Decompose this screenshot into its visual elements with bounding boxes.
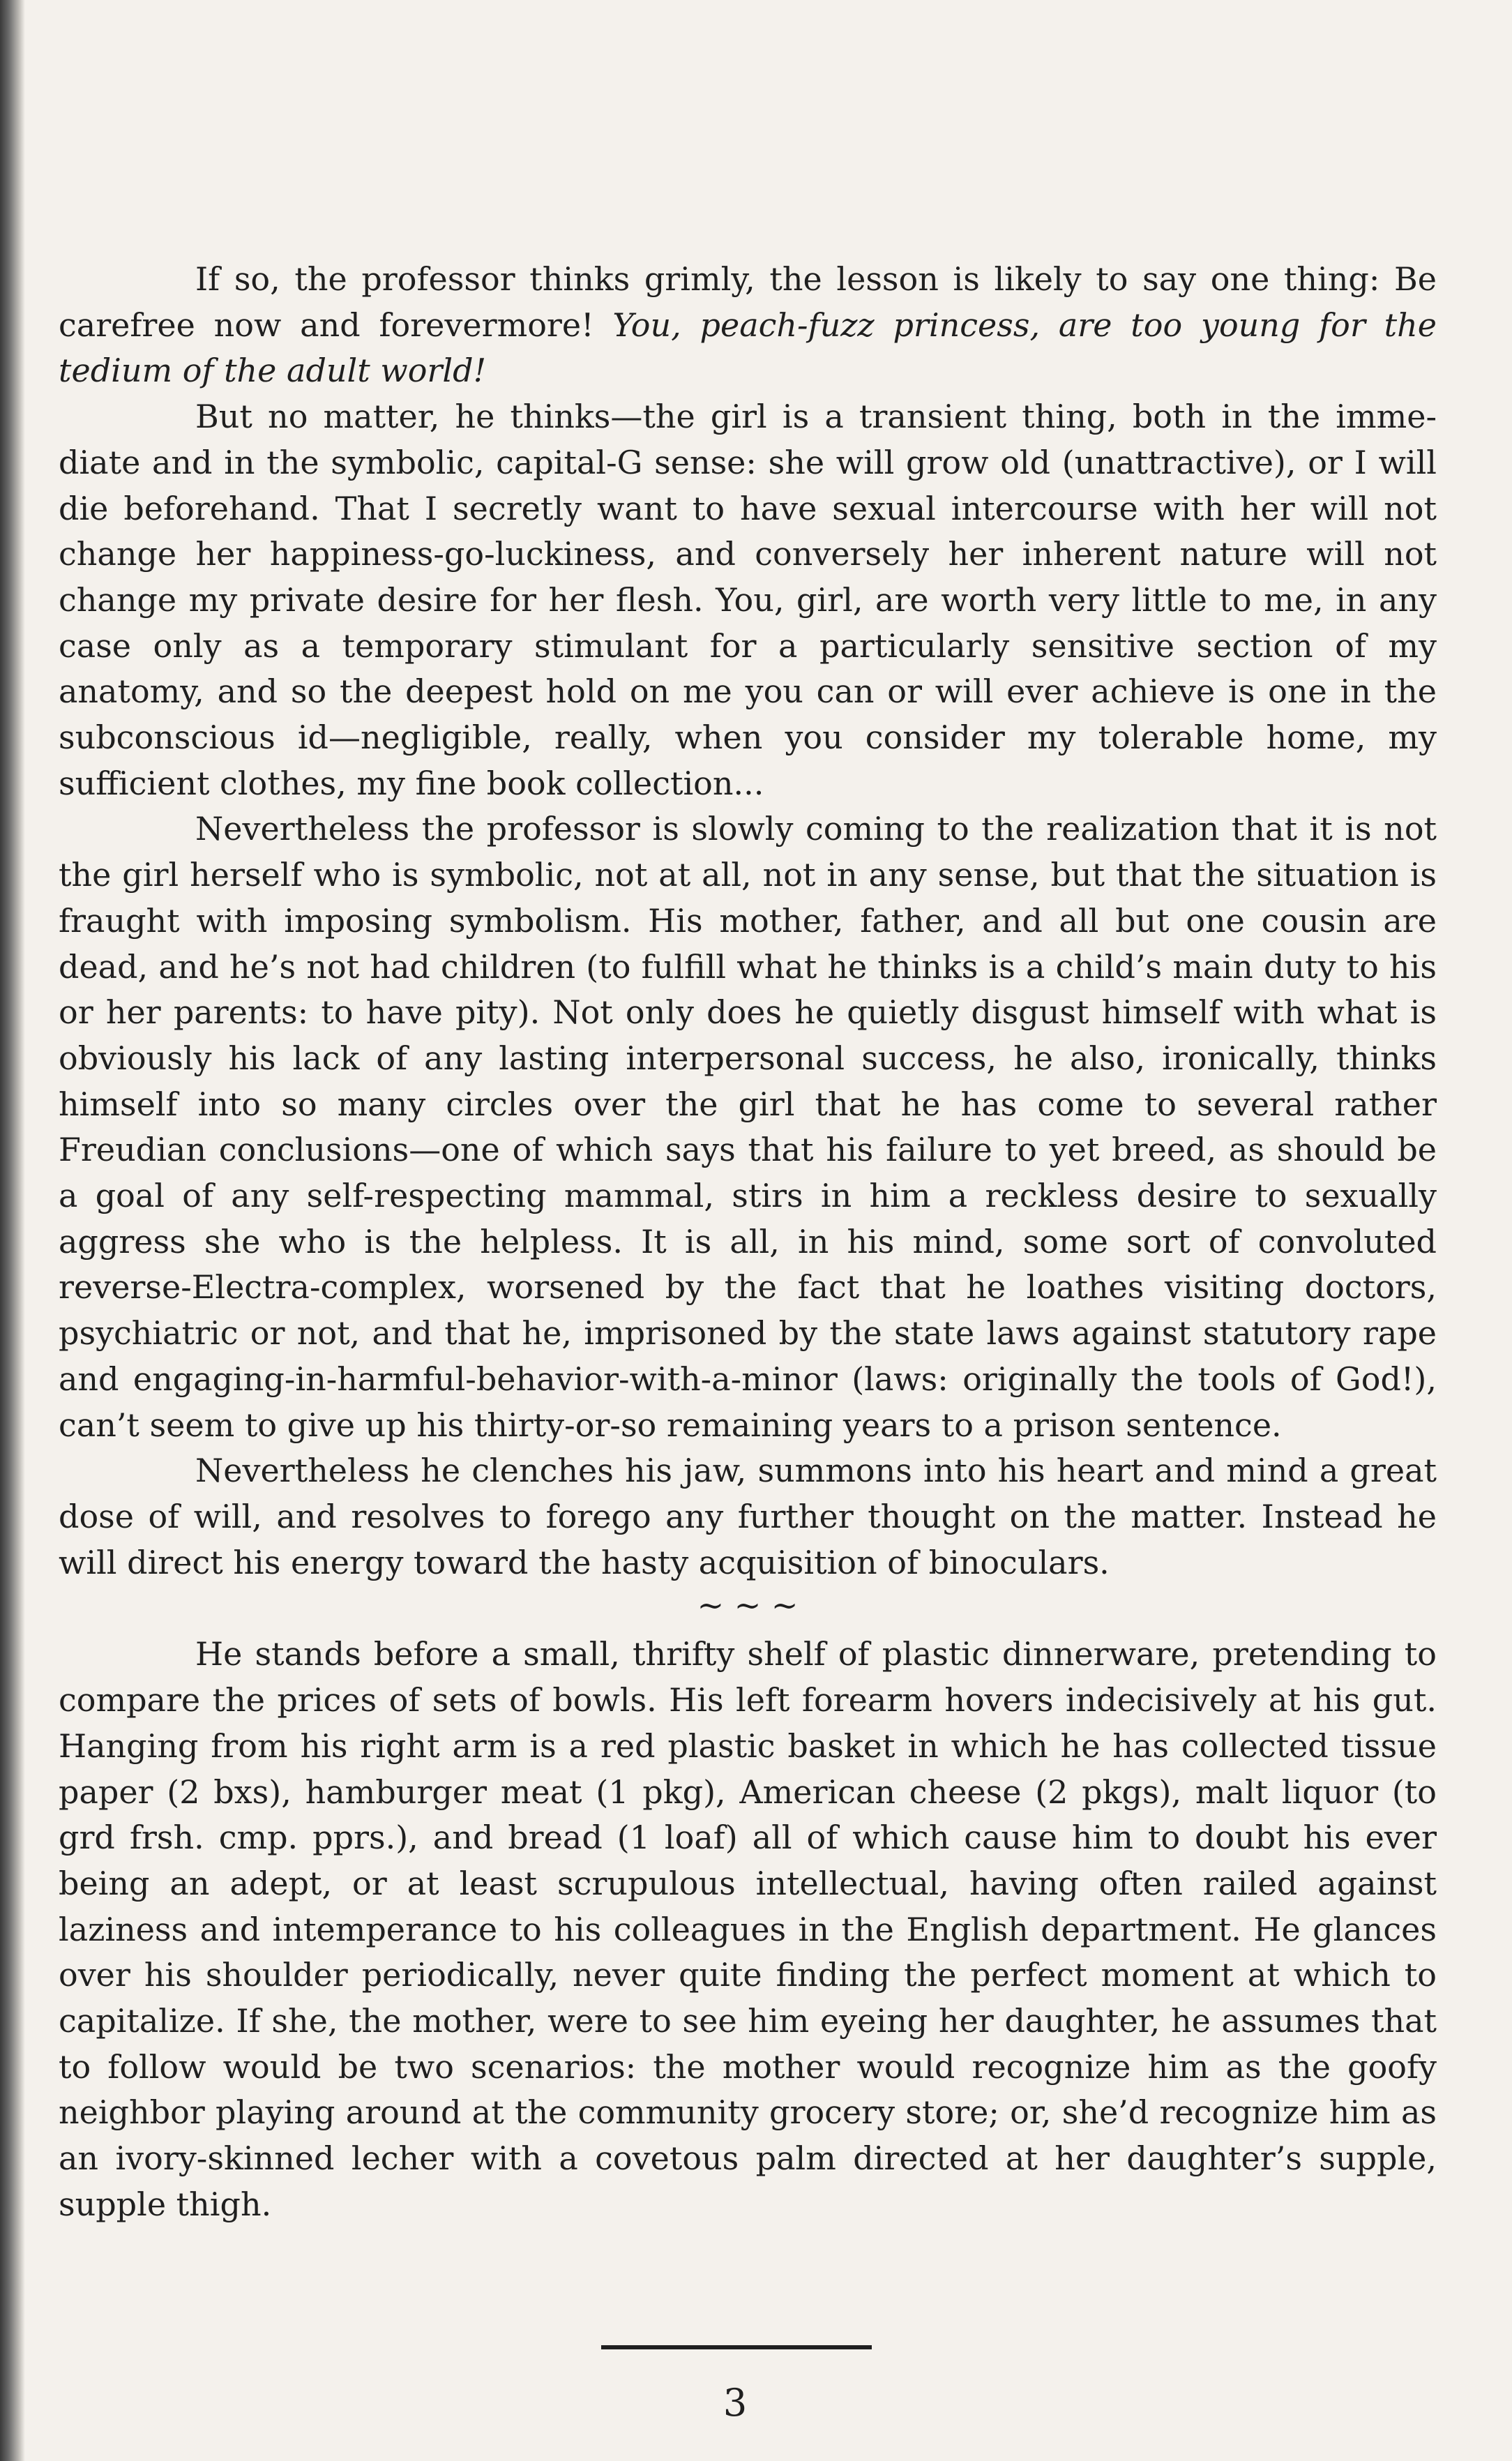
paragraph-1-text: If so, the professor thinks grimly, the lesson is likely to say one thing: Be carefree now and forevermore! — [59, 260, 1437, 344]
page-number: 3 — [723, 2381, 748, 2425]
paragraph-5: He stands before a small, thrifty shelf of plastic dinnerware, pretending to compare the prices of sets of bowls. His left forearm hovers indecisively at his gut. Hanging from his right arm is a red plastic basket in which he has collected tissue paper (2 bxs), hamburger meat (1 pkg), American cheese (2 pkgs), malt liquor (to grd frsh. cmp. pprs.), and bread (1 loaf) all of which cause him to doubt his ever being an adept, or at least scrupulous intellectual, having often railed against laziness and intemperance to his colleagues in the English department. He glances over his shoulder periodically, never quite finding the perfect moment at which to capitalize. If she, the mother, were to see him eyeing her daughter, he assumes that to follow would be two scenarios: the mother would recognize him as the goofy neighbor playing around at the community grocery store; or, she’d recognize him as an ivory-skinned lecher with a covetous palm directed at her daughter’s supple, supple thigh. — [59, 1635, 1437, 2223]
paragraph-3: Nevertheless the professor is slowly coming to the realization that it is not the girl herself who is symbolic, not at all, not in any sense, but that the situation is fraught with imposing symbolism. His mother, father, and all but one cousin are dead, and he’s not had children (to fulfill what he thinks is a child’s main duty to his or her parents: to have pity). Not only does he quietly disgust himself with what is obviously his lack of any lasting interpersonal success, he also, ironically, thinks himself into so many circles over the girl that he has come to several rather Freudian conclusions—one of which says that his failure to yet breed, as should be a goal of any self-respecting mammal, stirs in him a reckless desire to sexually aggress she who is the helpless. It is all, in his mind, some sort of convoluted reverse-Electra-complex, worsened by the fact that he loathes visiting doctors, psychiatric or not, and that he, imprisoned by the state laws against statutory rape and engaging-in-harmful-behavior-with-a-minor (laws: originally the tools of God!), can’t seem to give up his thirty-or-so remaining years to a prison sentence. — [59, 810, 1437, 1444]
paragraph-2: But no matter, he thinks—the girl is a transient thing, both in the immediate and in the symbolic, capital-G sense: she will grow old (unattractive), or I will die beforehand. That I secretly want to have sexual intercourse with her will not change her happiness-go-luckiness, and conversely her inherent nature will not change my private desire for her flesh. You, girl, are worth very little to me, in any case only as a temporary stimulant for a particularly sensitive section of my anatomy, and so the deepest hold on me you can or will ever achieve is one in the subconscious id—negligible, really, when you consider my tolerable home, my sufficient clothes, my fine book collection... — [59, 398, 1437, 802]
spine-shadow — [0, 0, 25, 2461]
section-break: ~ ~ ~ — [697, 1586, 799, 1625]
body-text — [59, 257, 1437, 2228]
paragraph-1-italic: You, peach-fuzz princess, are too young for the tedium of the adult world! — [59, 306, 1437, 390]
footer-rule — [601, 2345, 872, 2349]
paragraph-1 — [59, 257, 1437, 394]
paragraph-4: Nevertheless he clenches his jaw, summons into his heart and mind a great dose of will, and resolves to forego any further thought on the matter. Instead he will direct his energy toward the hasty acquisition of binoculars. — [59, 1452, 1437, 1581]
